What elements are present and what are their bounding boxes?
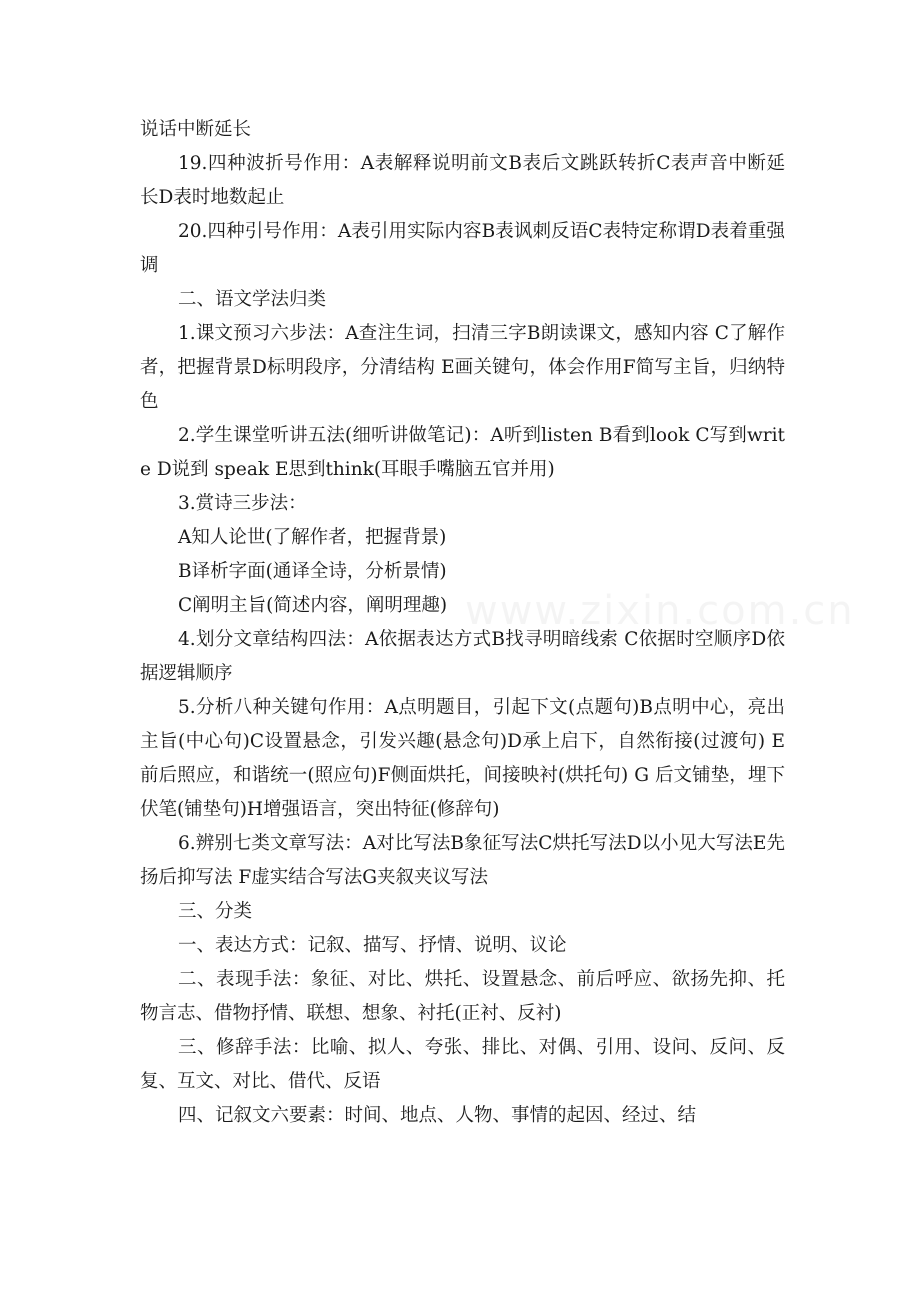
paragraph-7: 3.赏诗三步法： [178,493,307,514]
paragraph-18: 四、记叙文六要素：时间、地点、人物、事情的起因、经过、结 [178,1105,697,1126]
paragraph-2: 19.四种波折号作用：A表解释说明前文B表后文跳跃转折C表声音中断延长D表时地数起止 [140,153,785,208]
paragraph-3: 20.四种引号作用：A表引用实际内容B表讽刺反语C表特定称谓D表着重强调 [140,221,785,276]
paragraph-6: 2.学生课堂听讲五法(细听讲做笔记)：A听到listen B看到look C写到write D说到 speak E思到think(耳眼手嘴脑五官并用) [140,425,785,480]
paragraph-15: 一、表达方式：记叙、描写、抒情、说明、议论 [178,935,567,956]
paragraph-13: 6.辨别七类文章写法：A对比写法B象征写法C烘托写法D以小见大写法E先扬后抑写法 F虚实结合写法G夹叙夹议写法 [140,833,785,888]
paragraph-5: 1.课文预习六步法：A查注生词，扫清三字B朗读课文，感知内容 C了解作者，把握背景D标明段序，分清结构 E画关键句，体会作用F简写主旨，归纳特色 [140,323,785,412]
watermark-text: www.zixin.com.cn [465,588,855,634]
paragraph-17: 三、修辞手法：比喻、拟人、夸张、排比、对偶、引用、设问、反问、反复、互文、对比、借代、反语 [140,1037,785,1092]
paragraph-16: 二、表现手法：象征、对比、烘托、设置悬念、前后呼应、欲扬先抑、托物言志、借物抒情、联想、想象、衬托(正衬、反衬) [140,969,785,1024]
section-heading-classification: 三、分类 [178,901,253,922]
paragraph-10: C阐明主旨(简述内容，阐明理趣) [178,595,448,616]
paragraph-1: 说话中断延长 [140,119,252,140]
paragraph-9: B译析字面(通译全诗，分析景情) [178,561,447,582]
paragraph-8: A知人论世(了解作者，把握背景) [178,527,447,548]
paragraph-12: 5.分析八种关键句作用：A点明题目，引起下文(点题句)B点明中心，亮出主旨(中心句)C设置悬念，引发兴趣(悬念句)D承上启下，自然衔接(过渡句) E前后照应，和谐统一(照应句)F侧面烘托，间接映衬(烘托句) G 后文铺垫，埋下伏笔(铺垫句)H增强语言，突出特征(修辞句) [140,697,785,820]
paragraph-11: 4.划分文章结构四法：A依据表达方式B找寻明暗线索 C依据时空顺序D依据逻辑顺序 [140,629,785,684]
section-heading-study-methods: 二、语文学法归类 [178,289,327,310]
document-body [140,113,785,1133]
